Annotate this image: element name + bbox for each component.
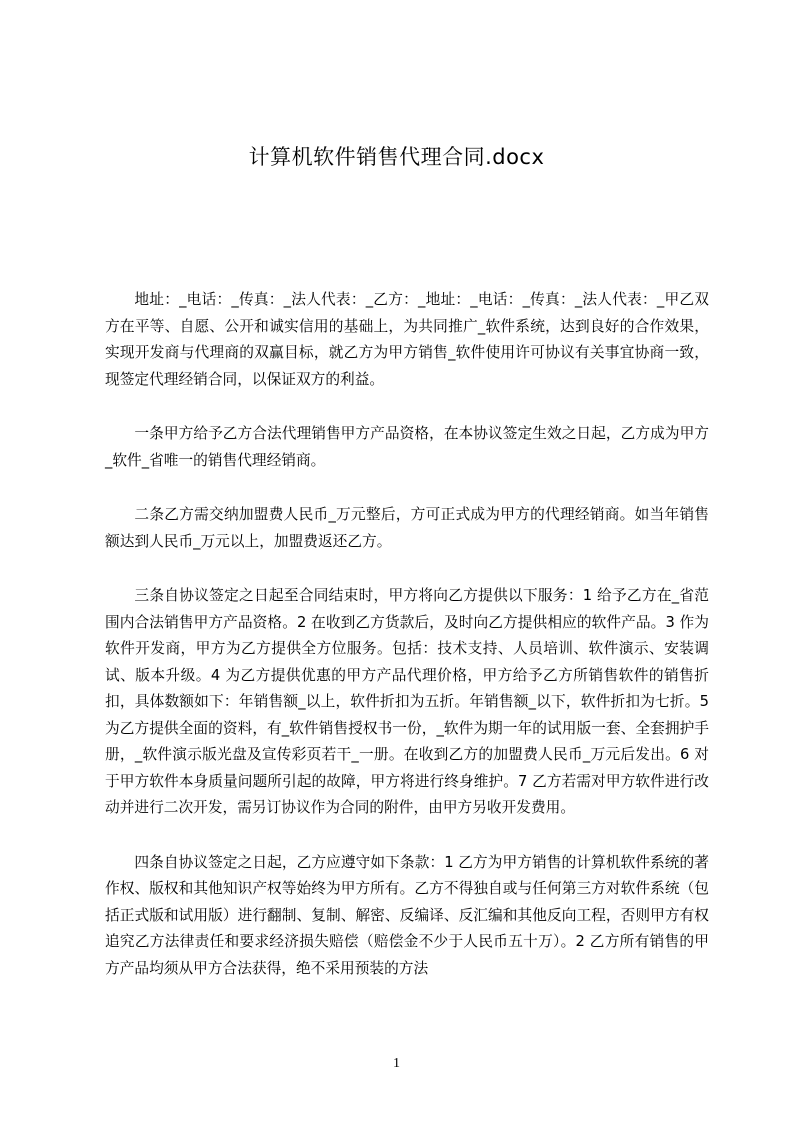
page-number: 1	[393, 1056, 400, 1071]
document-title: 计算机软件销售代理合同.docx	[248, 145, 545, 169]
document-body	[105, 287, 709, 1010]
paragraph-article-3: 三条自协议签定之日起至合同结束时，甲方将向乙方提供以下服务：1 给予乙方在_省范围内合法销售甲方产品资格。2 在收到乙方货款后，及时向乙方提供相应的软件产品。3 作为软件开发商，甲方为乙方提供全方位服务。包括：技术支持、人员培训、软件演示、安装调试、版本升级。4 为乙方提供优惠的甲方产品代理价格，甲方给予乙方所销售软件的销售折扣，具体数额如下：年销售额_以上，软件折扣为五折。年销售额_以下，软件折扣为七折。5 为乙方提供全面的资料，有_软件销售授权书一份，_软件为期一年的试用版一套、全套拥护手册，_软件演示版光盘及宣传彩页若干_一册。在收到乙方的加盟费人民币_万元后发出。6 对于甲方软件本身质量问题所引起的故障，甲方将进行终身维护。7 乙方若需对甲方软件进行改动并进行二次开发，需另订协议作为合同的附件，由甲方另收开发费用。	[105, 587, 709, 816]
paragraph-preamble: 地址：_电话：_传真：_法人代表：_乙方：_地址：_电话：_传真：_法人代表：_甲乙双方在平等、自愿、公开和诚实信用的基础上，为共同推广_软件系统，达到良好的合作效果，实现开发商与代理商的双赢目标，就乙方为甲方销售_软件使用许可协议有关事宜协商一致，现签定代理经销合同，以保证双方的利益。	[105, 291, 709, 388]
paragraph-article-4: 四条自协议签定之日起，乙方应遵守如下条款：1 乙方为甲方销售的计算机软件系统的著作权、版权和其他知识产权等始终为甲方所有。乙方不得独自或与任何第三方对软件系统（包括正式版和试用版）进行翻制、复制、解密、反编译、反汇编和其他反向工程，否则甲方有权追究乙方法律责任和要求经济损失赔偿（赔偿金不少于人民币五十万）。2 乙方所有销售的甲方产品均须从甲方合法获得，绝不采用预装的方法	[105, 853, 709, 977]
paragraph-article-1: 一条甲方给予乙方合法代理销售甲方产品资格，在本协议签定生效之日起，乙方成为甲方_软件_省唯一的销售代理经销商。	[105, 425, 709, 469]
paragraph-article-2: 二条乙方需交纳加盟费人民币_万元整后，方可正式成为甲方的代理经销商。如当年销售额达到人民币_万元以上，加盟费返还乙方。	[105, 506, 709, 550]
